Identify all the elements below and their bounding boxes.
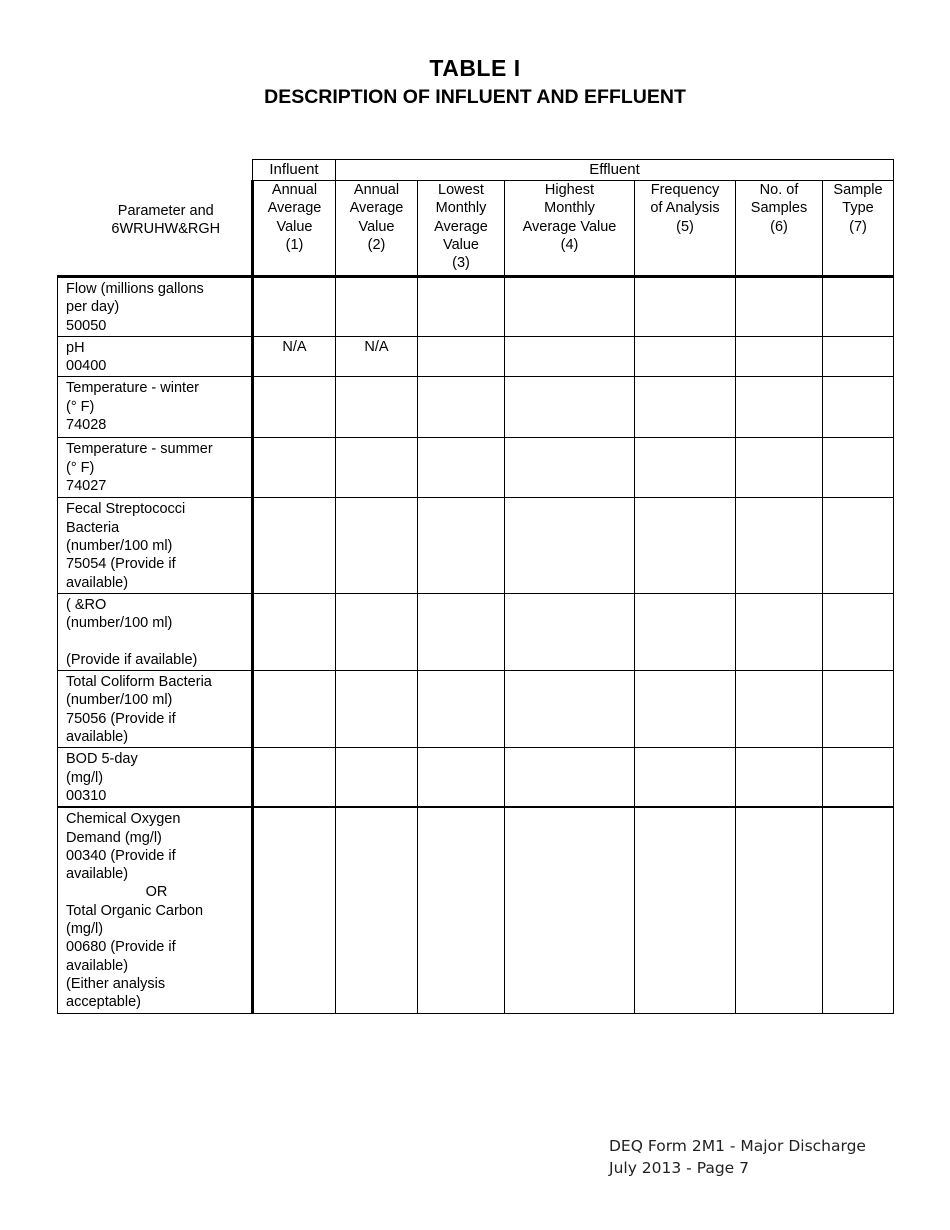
value-cell-col6[interactable]: [736, 593, 823, 670]
table-row: [58, 807, 894, 1013]
column-header-line: (5): [676, 218, 694, 235]
column-header-line: Lowest: [438, 182, 484, 198]
value-cell-col6[interactable]: [736, 438, 823, 498]
parameter-cell: [58, 438, 253, 498]
value-cell-col5[interactable]: [635, 377, 736, 438]
column-header-line: Monthly: [544, 200, 595, 217]
group-header-row: [58, 160, 894, 181]
influent-effluent-table: [57, 159, 894, 1014]
value-cell-col7[interactable]: [823, 498, 894, 593]
value-cell-col3[interactable]: [418, 438, 505, 498]
value-cell-col2[interactable]: [336, 377, 418, 438]
parameter-line: [66, 633, 247, 651]
blank-corner-cell: [58, 160, 253, 181]
value-cell-col3[interactable]: [418, 748, 505, 807]
column-header-1: [253, 181, 336, 277]
value-cell-col7[interactable]: [823, 671, 894, 748]
table-row: [58, 377, 894, 438]
value-cell-col2[interactable]: [336, 807, 418, 1013]
value-cell-col5[interactable]: [635, 277, 736, 337]
value-cell-col4[interactable]: [505, 748, 635, 807]
value-cell-col2[interactable]: N/A: [336, 336, 418, 377]
parameter-header-cell: [58, 181, 253, 277]
table-row: [58, 671, 894, 748]
parameter-line: (Either analysis: [66, 975, 166, 992]
column-header-line: Average: [267, 200, 322, 217]
column-header-line: Samples: [750, 200, 808, 217]
value-cell-col4[interactable]: [505, 438, 635, 498]
parameter-line: (mg/l): [66, 921, 104, 938]
column-header-line: Value: [442, 236, 479, 253]
value-cell-col3[interactable]: [418, 377, 505, 438]
parameter-line: Chemical Oxygen: [66, 811, 181, 828]
value-cell-col7[interactable]: [823, 277, 894, 337]
parameter-line: Total Organic Carbon: [66, 902, 204, 919]
value-cell-col7[interactable]: [823, 377, 894, 438]
influent-group-header: Influent: [253, 160, 336, 181]
value-cell-col1[interactable]: [253, 438, 336, 498]
parameter-line: Demand (mg/l): [66, 829, 162, 846]
value-cell-col4[interactable]: [505, 498, 635, 593]
value-cell-col6[interactable]: [736, 336, 823, 377]
parameter-line: available): [66, 957, 129, 974]
column-header-4: [505, 181, 635, 277]
table-row: [58, 593, 894, 670]
form-footer: [609, 1135, 866, 1179]
value-cell-col3[interactable]: [418, 277, 505, 337]
value-cell-col1[interactable]: [253, 277, 336, 337]
parameter-line: available): [66, 866, 129, 883]
parameter-line: 00310: [66, 787, 107, 804]
parameter-cell: [58, 807, 253, 1013]
parameter-line: (number/100 ml): [66, 692, 173, 709]
value-cell-col6[interactable]: [736, 671, 823, 748]
value-cell-col3[interactable]: [418, 336, 505, 377]
value-cell-col1[interactable]: [253, 748, 336, 807]
parameter-line: 00680 (Provide if: [66, 939, 176, 956]
table-row: [58, 277, 894, 337]
column-header-line: (6): [770, 218, 788, 235]
parameter-line: 00340 (Provide if: [66, 847, 176, 864]
value-cell-col1[interactable]: [253, 498, 336, 593]
table-row: [58, 336, 894, 377]
parameter-line: available): [66, 729, 129, 746]
parameter-line: 75054 (Provide if: [66, 556, 176, 573]
table-row: [58, 748, 894, 807]
parameter-cell: [58, 336, 253, 377]
value-cell-col1[interactable]: [253, 671, 336, 748]
value-cell-col7[interactable]: [823, 336, 894, 377]
parameter-cell: [58, 593, 253, 670]
parameter-line: (number/100 ml): [66, 615, 173, 632]
parameter-line: available): [66, 574, 129, 591]
column-header-line: Sample: [833, 182, 883, 198]
value-cell-col4[interactable]: [505, 277, 635, 337]
parameter-line: Temperature - summer: [66, 441, 213, 458]
value-cell-col2[interactable]: [336, 671, 418, 748]
value-cell-col6[interactable]: [736, 748, 823, 807]
column-header-line: (4): [560, 236, 579, 253]
column-header-7: [823, 181, 894, 277]
column-header-line: of Analysis: [650, 200, 720, 217]
parameter-header-line: 6WRUHW&RGH: [111, 220, 221, 237]
value-cell-col1[interactable]: [253, 377, 336, 438]
parameter-line: Fecal Streptococci: [66, 501, 186, 518]
column-header-line: (1): [285, 236, 304, 253]
column-header-line: Value: [358, 218, 395, 235]
parameter-cell: [58, 277, 253, 337]
column-header-line: (2): [367, 236, 386, 253]
column-header-5: [635, 181, 736, 277]
column-header-line: Average Value: [522, 218, 617, 235]
value-cell-col2[interactable]: [336, 498, 418, 593]
parameter-line: (number/100 ml): [66, 538, 173, 555]
value-cell-col7[interactable]: [823, 593, 894, 670]
column-header-line: (7): [849, 218, 867, 235]
value-cell-col7[interactable]: [823, 438, 894, 498]
parameter-line: Flow (millions gallons: [66, 281, 204, 297]
parameter-line: (mg/l): [66, 769, 104, 786]
effluent-group-header: Effluent: [336, 160, 894, 181]
parameter-line: per day): [66, 299, 120, 316]
value-cell-col5[interactable]: [635, 671, 736, 748]
parameter-line: ( &RO: [66, 596, 107, 613]
value-cell-col6[interactable]: [736, 498, 823, 593]
column-header-line: Highest: [544, 182, 595, 198]
column-header-3: [418, 181, 505, 277]
column-header-line: Annual: [353, 182, 400, 198]
value-cell-col6[interactable]: [736, 807, 823, 1013]
value-cell-col1[interactable]: N/A: [253, 336, 336, 377]
column-header-2: [336, 181, 418, 277]
table-row: [58, 438, 894, 498]
column-header-line: Frequency: [650, 182, 720, 198]
table-row: [58, 498, 894, 593]
value-cell-col2[interactable]: [336, 593, 418, 670]
value-cell-col7[interactable]: [823, 807, 894, 1013]
value-cell-col3[interactable]: [418, 671, 505, 748]
value-cell-col5[interactable]: [635, 498, 736, 593]
value-cell-col3[interactable]: [418, 498, 505, 593]
value-cell-col5[interactable]: [635, 336, 736, 377]
parameter-line: Temperature - winter: [66, 380, 199, 397]
value-cell-col3[interactable]: [418, 593, 505, 670]
parameter-cell: [58, 671, 253, 748]
value-cell-col6[interactable]: [736, 377, 823, 438]
parameter-line: 74027: [66, 478, 107, 495]
parameter-line: 00400: [66, 358, 107, 375]
parameter-line: (° F): [66, 459, 95, 476]
parameter-line: 74028: [66, 417, 107, 434]
parameter-cell: [58, 377, 253, 438]
column-header-line: Annual: [271, 182, 318, 198]
column-header-line: Value: [276, 218, 313, 235]
column-header-6: [736, 181, 823, 277]
column-header-row: [58, 181, 894, 277]
column-header-line: No. of: [759, 182, 799, 198]
value-cell-col5[interactable]: [635, 593, 736, 670]
parameter-cell: [58, 498, 253, 593]
footer-date-page: July 2013 - Page 7: [609, 1159, 750, 1177]
parameter-line: (° F): [66, 398, 95, 415]
parameter-cell: [58, 748, 253, 807]
table-subtitle: DESCRIPTION OF INFLUENT AND EFFLUENT: [264, 86, 686, 108]
column-header-line: (3): [452, 255, 470, 272]
value-cell-col2[interactable]: [336, 748, 418, 807]
value-cell-col3[interactable]: [418, 807, 505, 1013]
parameter-line: 50050: [66, 317, 107, 334]
value-cell-col4[interactable]: [505, 336, 635, 377]
parameter-line: Bacteria: [66, 519, 120, 536]
parameter-header-line: Parameter and: [117, 202, 214, 219]
value-cell-col5[interactable]: [635, 807, 736, 1013]
value-cell-col4[interactable]: [505, 807, 635, 1013]
parameter-line: (Provide if available): [66, 651, 198, 668]
value-cell-col2[interactable]: [336, 438, 418, 498]
column-header-line: Monthly: [435, 200, 487, 217]
value-cell-col7[interactable]: [823, 748, 894, 807]
column-header-line: Average: [349, 200, 404, 217]
parameter-line: pH: [66, 339, 85, 356]
value-cell-col1[interactable]: [253, 807, 336, 1013]
value-cell-col5[interactable]: [635, 748, 736, 807]
parameter-line: 75056 (Provide if: [66, 710, 176, 727]
value-cell-col5[interactable]: [635, 438, 736, 498]
parameter-line: Total Coliform Bacteria: [66, 674, 212, 691]
parameter-line: BOD 5-day: [66, 751, 138, 768]
parameter-line: acceptable): [66, 994, 141, 1011]
value-cell-col4[interactable]: [505, 593, 635, 670]
column-header-line: Type: [842, 200, 874, 217]
parameter-line: OR: [145, 884, 168, 901]
value-cell-col2[interactable]: [336, 277, 418, 337]
value-cell-col6[interactable]: [736, 277, 823, 337]
value-cell-col4[interactable]: [505, 671, 635, 748]
table-title: TABLE I: [429, 55, 521, 81]
value-cell-col4[interactable]: [505, 377, 635, 438]
footer-form-name: DEQ Form 2M1 - Major Discharge: [609, 1137, 866, 1155]
value-cell-col1[interactable]: [253, 593, 336, 670]
column-header-line: Average: [434, 218, 488, 235]
